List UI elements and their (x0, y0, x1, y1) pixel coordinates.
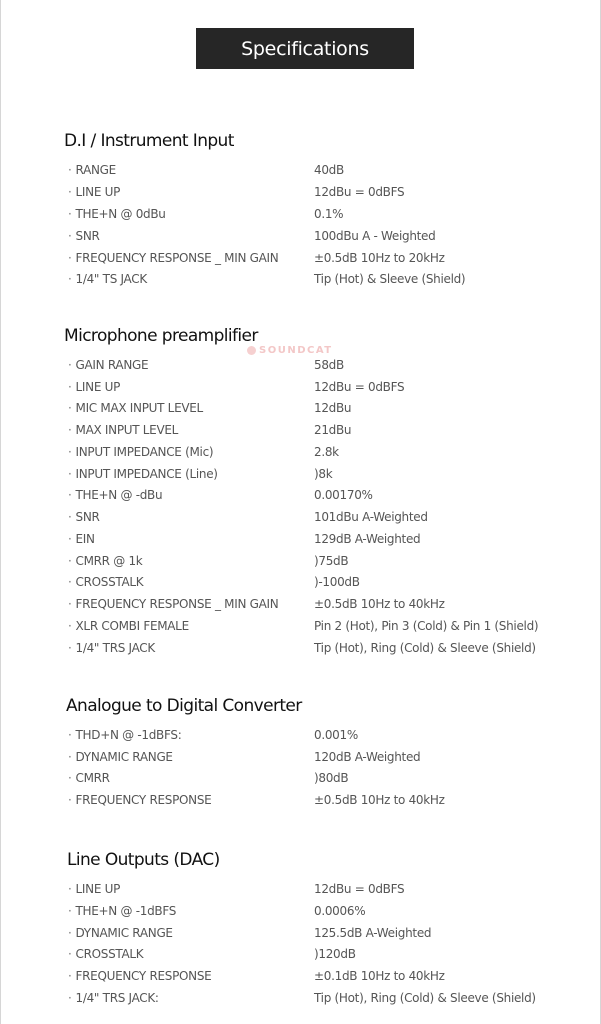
spec-label: · FREQUENCY RESPONSE _ MIN GAIN (68, 247, 278, 269)
watermark-text: SOUNDCAT (259, 345, 333, 356)
spec-label: · XLR COMBI FEMALE (68, 615, 189, 637)
spec-label: · FREQUENCY RESPONSE _ MIN GAIN (68, 593, 278, 615)
spec-label: · RANGE (68, 159, 116, 181)
spec-value: ±0.5dB 10Hz to 40kHz (314, 793, 445, 807)
spec-value: 12dBu (314, 401, 352, 415)
spec-label: · FREQUENCY RESPONSE (68, 965, 211, 987)
spec-row (0, 484, 601, 506)
spec-label: · FREQUENCY RESPONSE (68, 789, 211, 811)
spec-label: · THE+N @ -dBu (68, 484, 162, 506)
spec-value: ±0.1dB 10Hz to 40kHz (314, 969, 445, 983)
spec-value: Tip (Hot) & Sleeve (Shield) (314, 272, 466, 286)
spec-row (0, 419, 601, 441)
spec-value: 101dBu A-Weighted (314, 510, 428, 524)
spec-value: )120dB (314, 947, 356, 961)
spec-value: Tip (Hot), Ring (Cold) & Sleeve (Shield) (314, 641, 536, 655)
section-title-di-input: D.I / Instrument Input (64, 131, 234, 151)
spec-row (0, 987, 601, 1009)
section-title-adc: Analogue to Digital Converter (66, 696, 302, 716)
section-title-line-outputs: Line Outputs (DAC) (67, 850, 220, 870)
spec-label: · INPUT IMPEDANCE (Line) (68, 463, 218, 485)
spec-value: )-100dB (314, 575, 360, 589)
spec-value: 21dBu (314, 423, 352, 437)
spec-label: · SNR (68, 225, 100, 247)
spec-label: · CROSSTALK (68, 943, 143, 965)
spec-row (0, 615, 601, 637)
spec-row (0, 571, 601, 593)
spec-value: )8k (314, 467, 333, 481)
spec-label: · 1/4" TS JACK (68, 268, 147, 290)
spec-row (0, 767, 601, 789)
spec-label: · EIN (68, 528, 95, 550)
spec-label: · MAX INPUT LEVEL (68, 419, 178, 441)
spec-row (0, 247, 601, 269)
spec-label: · MIC MAX INPUT LEVEL (68, 397, 203, 419)
spec-row (0, 746, 601, 768)
spec-value: 120dB A-Weighted (314, 750, 421, 764)
spec-row (0, 397, 601, 419)
spec-value: 0.001% (314, 728, 358, 742)
spec-row (0, 922, 601, 944)
spec-row (0, 637, 601, 659)
spec-row (0, 441, 601, 463)
spec-label: · THE+N @ -1dBFS (68, 900, 176, 922)
spec-label: · CMRR @ 1k (68, 550, 142, 572)
spec-value: 129dB A-Weighted (314, 532, 421, 546)
spec-label: · LINE UP (68, 181, 120, 203)
spec-value: 12dBu = 0dBFS (314, 882, 405, 896)
spec-label: · LINE UP (68, 376, 120, 398)
spec-value: 0.1% (314, 207, 344, 221)
spec-row (0, 528, 601, 550)
spec-label: · SNR (68, 506, 100, 528)
spec-row (0, 203, 601, 225)
spec-value: )80dB (314, 771, 349, 785)
spec-label: · DYNAMIC RANGE (68, 746, 173, 768)
spec-label: · GAIN RANGE (68, 354, 148, 376)
spec-row (0, 463, 601, 485)
spec-row (0, 225, 601, 247)
spec-row (0, 268, 601, 290)
spec-value: 2.8k (314, 445, 339, 459)
spec-row (0, 550, 601, 572)
spec-value: 100dBu A - Weighted (314, 229, 436, 243)
spec-label: · CROSSTALK (68, 571, 143, 593)
spec-row (0, 900, 601, 922)
spec-label: · CMRR (68, 767, 110, 789)
spec-row (0, 354, 601, 376)
page-title: Specifications (196, 28, 414, 69)
spec-row (0, 724, 601, 746)
spec-value: 0.0006% (314, 904, 366, 918)
spec-row (0, 593, 601, 615)
spec-row (0, 376, 601, 398)
spec-label: · 1/4" TRS JACK: (68, 987, 159, 1009)
spec-row (0, 943, 601, 965)
spec-label: · THD+N @ -1dBFS: (68, 724, 181, 746)
spec-value: )75dB (314, 554, 349, 568)
spec-row (0, 789, 601, 811)
spec-label: · THE+N @ 0dBu (68, 203, 166, 225)
spec-value: 58dB (314, 358, 344, 372)
section-title-mic-preamp: Microphone preamplifier (64, 326, 258, 346)
spec-value: 125.5dB A-Weighted (314, 926, 432, 940)
spec-row (0, 965, 601, 987)
spec-value: ±0.5dB 10Hz to 40kHz (314, 597, 445, 611)
spec-label: · INPUT IMPEDANCE (Mic) (68, 441, 213, 463)
spec-value: 0.00170% (314, 488, 373, 502)
spec-row (0, 506, 601, 528)
spec-label: · DYNAMIC RANGE (68, 922, 173, 944)
spec-value: Tip (Hot), Ring (Cold) & Sleeve (Shield) (314, 991, 536, 1005)
spec-label: · 1/4" TRS JACK (68, 637, 155, 659)
spec-value: 12dBu = 0dBFS (314, 380, 405, 394)
spec-value: 12dBu = 0dBFS (314, 185, 405, 199)
spec-row (0, 159, 601, 181)
spec-row (0, 181, 601, 203)
spec-value: ±0.5dB 10Hz to 20kHz (314, 251, 445, 265)
spec-row (0, 878, 601, 900)
spec-value: 40dB (314, 163, 344, 177)
spec-value: Pin 2 (Hot), Pin 3 (Cold) & Pin 1 (Shield) (314, 619, 539, 633)
spec-label: · LINE UP (68, 878, 120, 900)
